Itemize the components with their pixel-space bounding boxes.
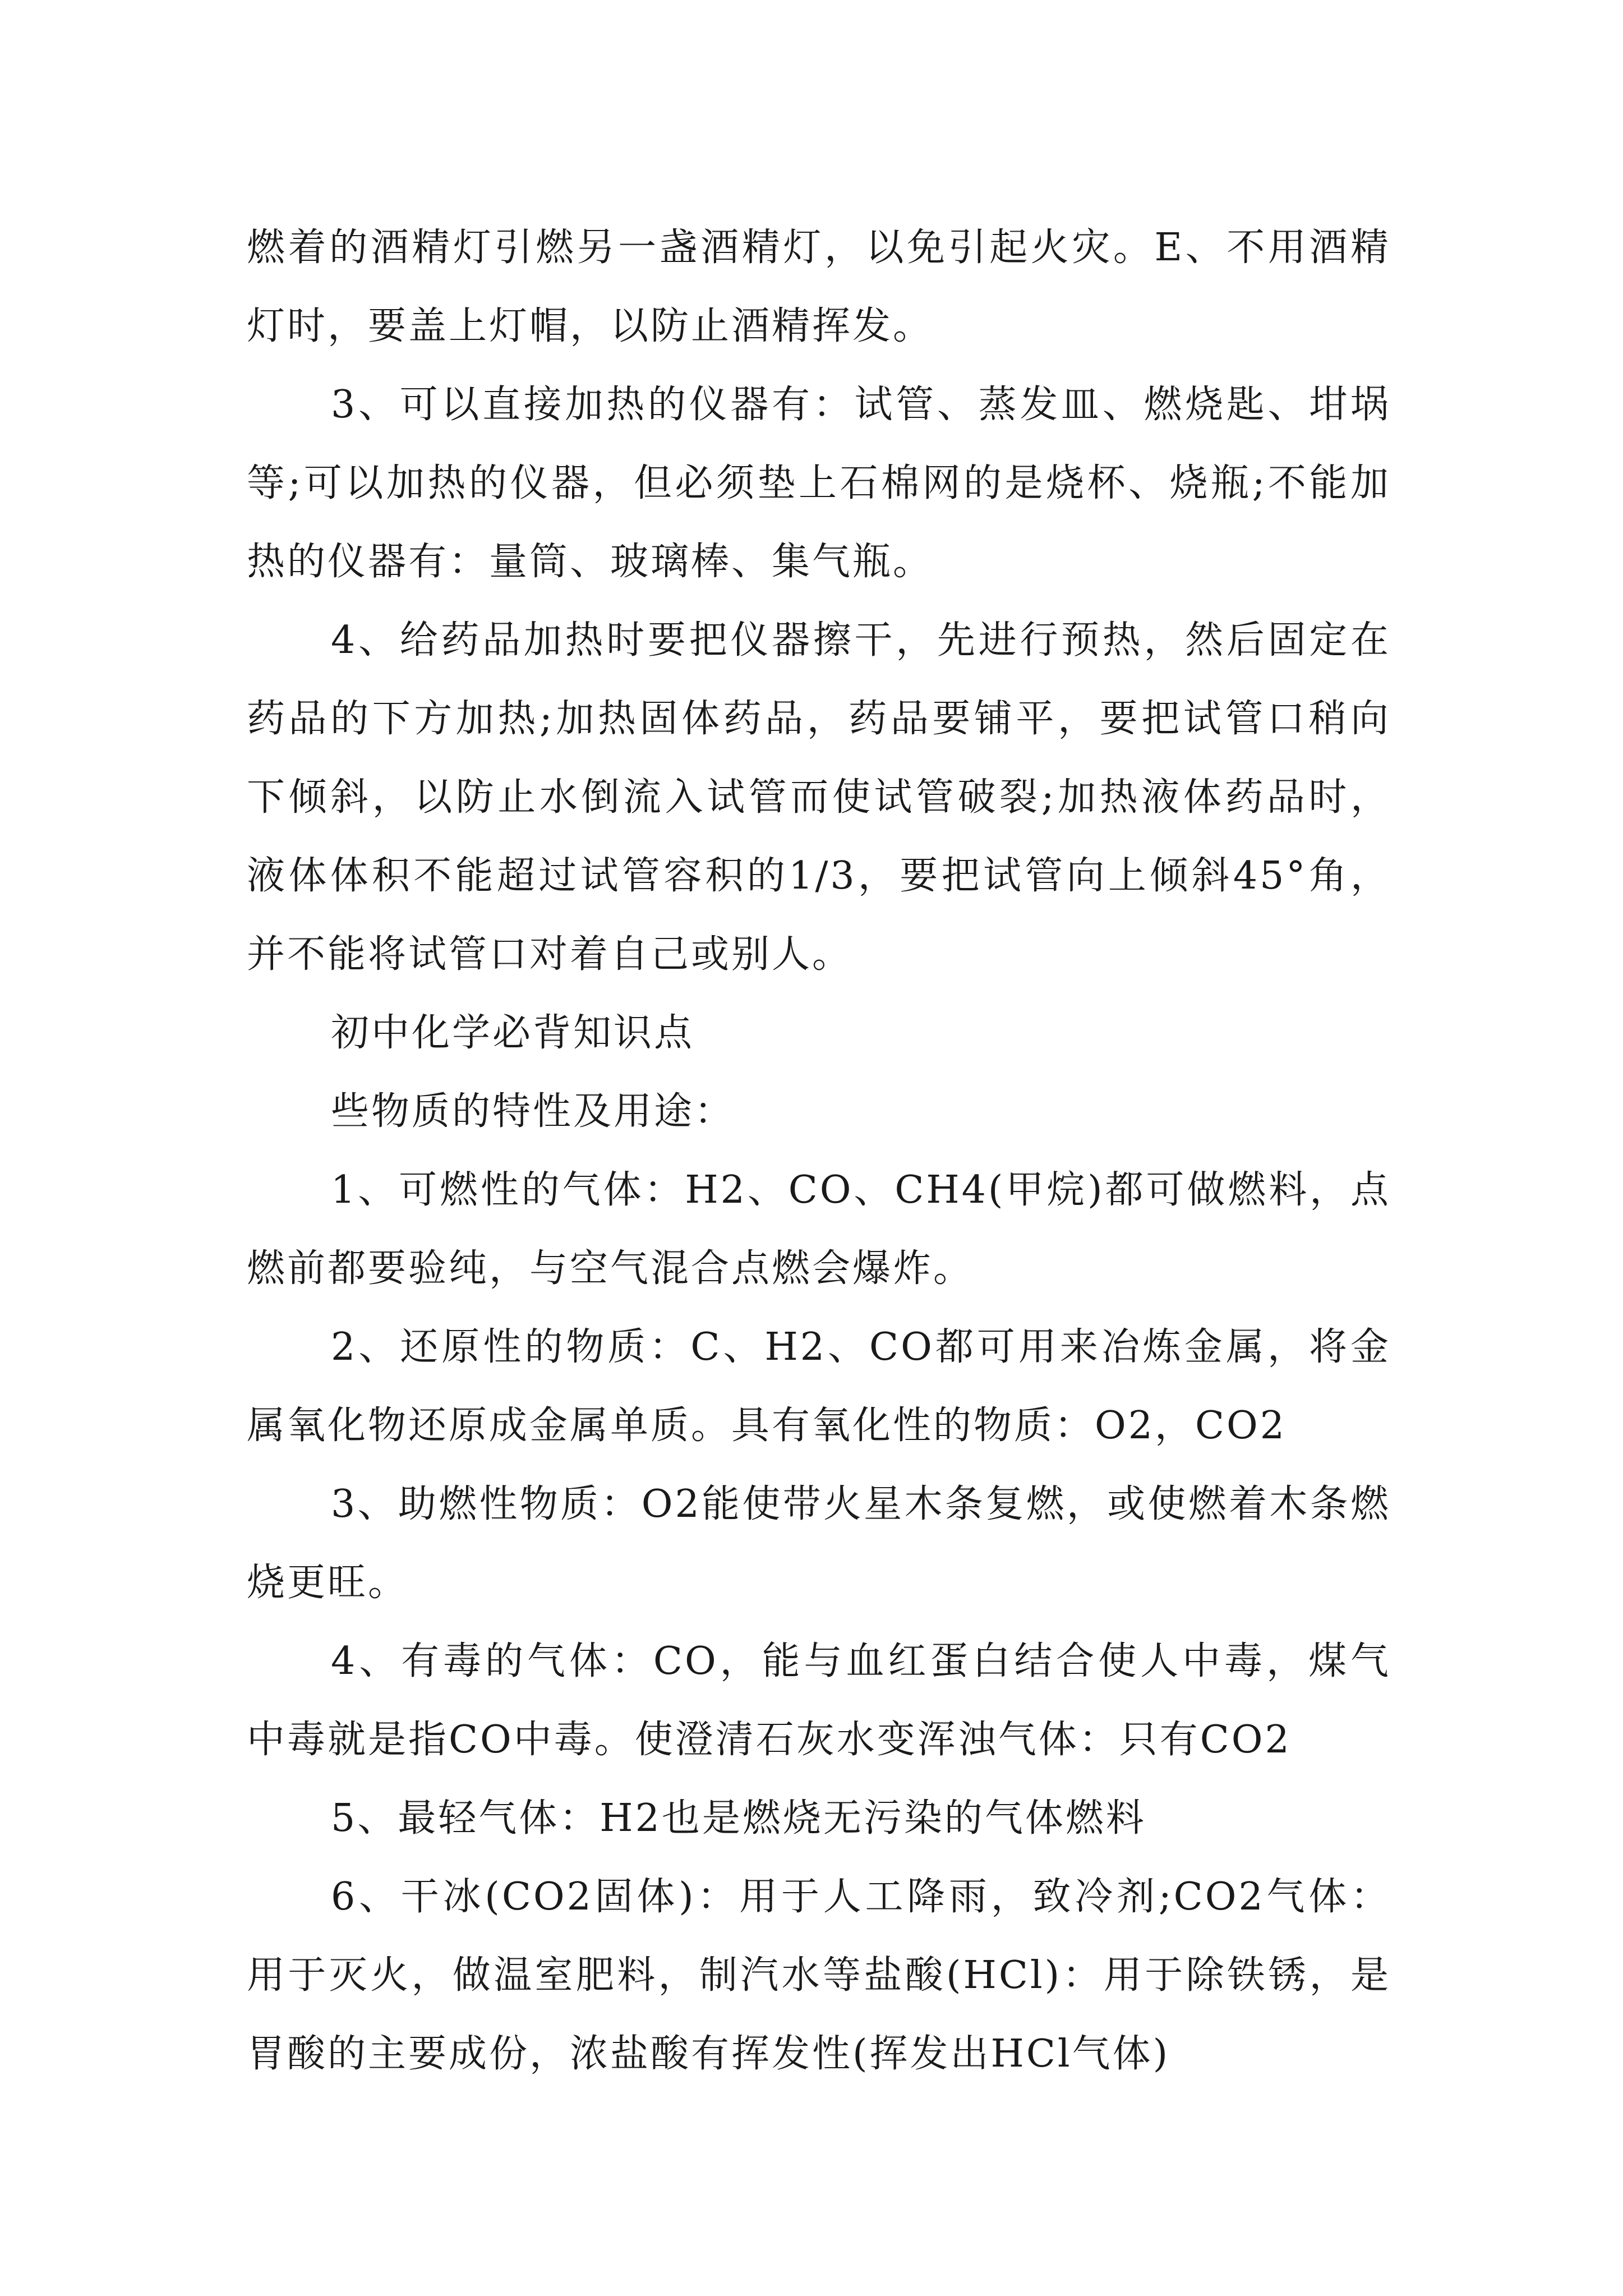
subsection-heading: 些物质的特性及用途： [331,1089,735,1134]
section-heading: 初中化学必背知识点 [331,1011,695,1055]
paragraph-flammable-gases: 1、可燃性的气体：H2、CO、CH4(甲烷)都可做燃料，点燃前都要验纯，与空气混合点燃会爆炸。 [247,1168,1391,1291]
paragraph-reducing-substances: 2、还原性的物质：C、H2、CO都可用来冶炼金属，将金属氧化物还原成金属单质。具有氧化性的物质：O2，CO2 [247,1325,1391,1448]
paragraph-toxic-gases: 4、有毒的气体：CO，能与血红蛋白结合使人中毒，煤气中毒就是指CO中毒。使澄清石灰水变浑浊气体：只有CO2 [247,1639,1391,1762]
paragraph-lightest-gas: 5、最轻气体：H2也是燃烧无污染的气体燃料 [331,1796,1146,1841]
paragraph-heating-reagents: 4、给药品加热时要把仪器擦干，先进行预热，然后固定在药品的下方加热;加热固体药品，药品要铺平，要把试管口稍向下倾斜，以防止水倒流入试管而使试管破裂;加热液体药品时，液体体积不能超过试管容积的1/3，要把试管向上倾斜45°角，并不能将试管口对着自己或别人。 [247,618,1391,977]
document-body [247,209,1391,2093]
paragraph-combustion-supporting: 3、助燃性物质：O2能使带火星木条复燃，或使燃着木条燃烧更旺。 [247,1482,1391,1605]
paragraph-alcohol-lamp-safety: 燃着的酒精灯引燃另一盏酒精灯，以免引起火灾。E、不用酒精灯时，要盖上灯帽，以防止酒精挥发。 [247,226,1391,348]
paragraph-heatable-instruments: 3、可以直接加热的仪器有：试管、蒸发皿、燃烧匙、坩埚等;可以加热的仪器，但必须垫上石棉网的是烧杯、烧瓶;不能加热的仪器有：量筒、玻璃棒、集气瓶。 [247,383,1391,584]
paragraph-dry-ice-and-hcl: 6、干冰(CO2固体)：用于人工降雨，致冷剂;CO2气体：用于灭火，做温室肥料，制汽水等盐酸(HCl)：用于除铁锈，是胃酸的主要成份，浓盐酸有挥发性(挥发出HCl气体) [247,1875,1391,2076]
